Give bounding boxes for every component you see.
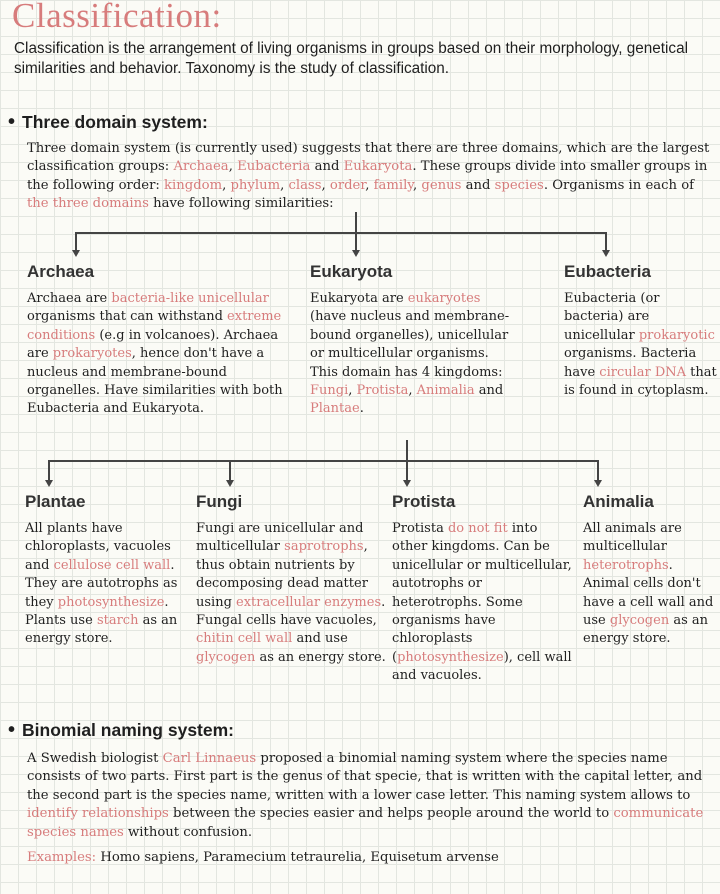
arrow-down-icon: [72, 250, 80, 257]
arrow-down-icon: [226, 480, 234, 487]
bullet-icon: •: [8, 719, 16, 741]
eubacteria-text: Eubacteria (or bacteria) are unicellular prokaryotic organisms. Bacteria have circular DNA that is found in cytoplasm.: [564, 291, 717, 399]
binomial-examples: Examples: Homo sapiens, Paramecium tetraurelia, Equisetum arvense: [27, 850, 499, 865]
intro-paragraph: Classification is the arrangement of living organisms in groups based on their morphology, genetical similarities and behavior. Taxonomy is the study of classification.: [14, 40, 688, 77]
arrow-down-icon: [602, 250, 610, 257]
eubacteria-heading: Eubacteria: [564, 262, 651, 281]
three-domain-heading-text: Three domain system:: [22, 112, 208, 132]
eukaryota-text: Eukaryota are eukaryotes (have nucleus and membrane-bound organelles), unicellular or multicellular organisms. This domain has 4 kingdoms: Fungi, Protista, Animalia and Plantae.: [310, 291, 510, 417]
page-title: Classification:: [12, 0, 222, 35]
arrow-down-icon: [45, 480, 53, 487]
plantae-text: All plants have chloroplasts, vacuoles and cellulose cell wall. They are autotrophs as they photosynthesize. Plants use starch as an energy store.: [25, 521, 178, 647]
plantae-heading: Plantae: [25, 492, 86, 511]
animalia-heading: Animalia: [583, 492, 654, 511]
protista-heading: Protista: [392, 492, 456, 511]
fungi-text: Fungi are unicellular and multicellular saprotrophs, thus obtain nutrients by decomposing dead matter using extracellular enzymes. Fungal cells have vacuoles, chitin cell wall and use glycogen as an energy store.: [196, 521, 386, 665]
three-domain-heading: [8, 111, 208, 134]
binomial-heading: [8, 719, 234, 742]
archaea-text: Archaea are bacteria-like unicellular organisms that can withstand extreme conditions (e.g in volcanoes). Archaea are prokaryotes, hence don't have a nucleus and membrane-bound organelles. Have similarities with both Eubacteria and Eukaryota.: [27, 291, 283, 417]
binomial-heading-text: Binomial naming system:: [22, 720, 235, 740]
archaea-heading: Archaea: [27, 262, 95, 281]
arrow-down-icon: [403, 480, 411, 487]
bullet-icon: •: [8, 111, 16, 133]
protista-text: Protista do not fit into other kingdoms. Can be unicellular or multicellular, autotrophs or heterotrophs. Some organisms have chloroplasts (photosynthesize), cell wall and vacuoles.: [392, 521, 572, 684]
arrow-down-icon: [594, 480, 602, 487]
eukaryota-heading: Eukaryota: [310, 262, 393, 281]
animalia-text: All animals are multicellular heterotrophs. Animal cells don't have a cell wall and use glycogen as an energy store.: [583, 521, 714, 647]
fungi-heading: Fungi: [196, 492, 243, 511]
three-domain-paragraph: Three domain system (is currently used) suggests that there are three domains, which are the largest classification groups: Archaea, Eubacteria and Eukaryota. These groups divide into smaller groups in the following order: kingdom, phylum, class, order, family, genus and species. Organisms in each of the three domains have following similarities:: [27, 141, 710, 212]
binomial-paragraph: A Swedish biologist Carl Linnaeus proposed a binomial naming system where the species name consists of two parts. First part is the genus of that specie, that is written with the capital letter, and the second part is the species name, written with a lower case letter. This naming system allows to identify relationships between the species easier and helps people around the world to communicate species names without confusion.: [27, 751, 704, 840]
arrow-down-icon: [352, 250, 360, 257]
